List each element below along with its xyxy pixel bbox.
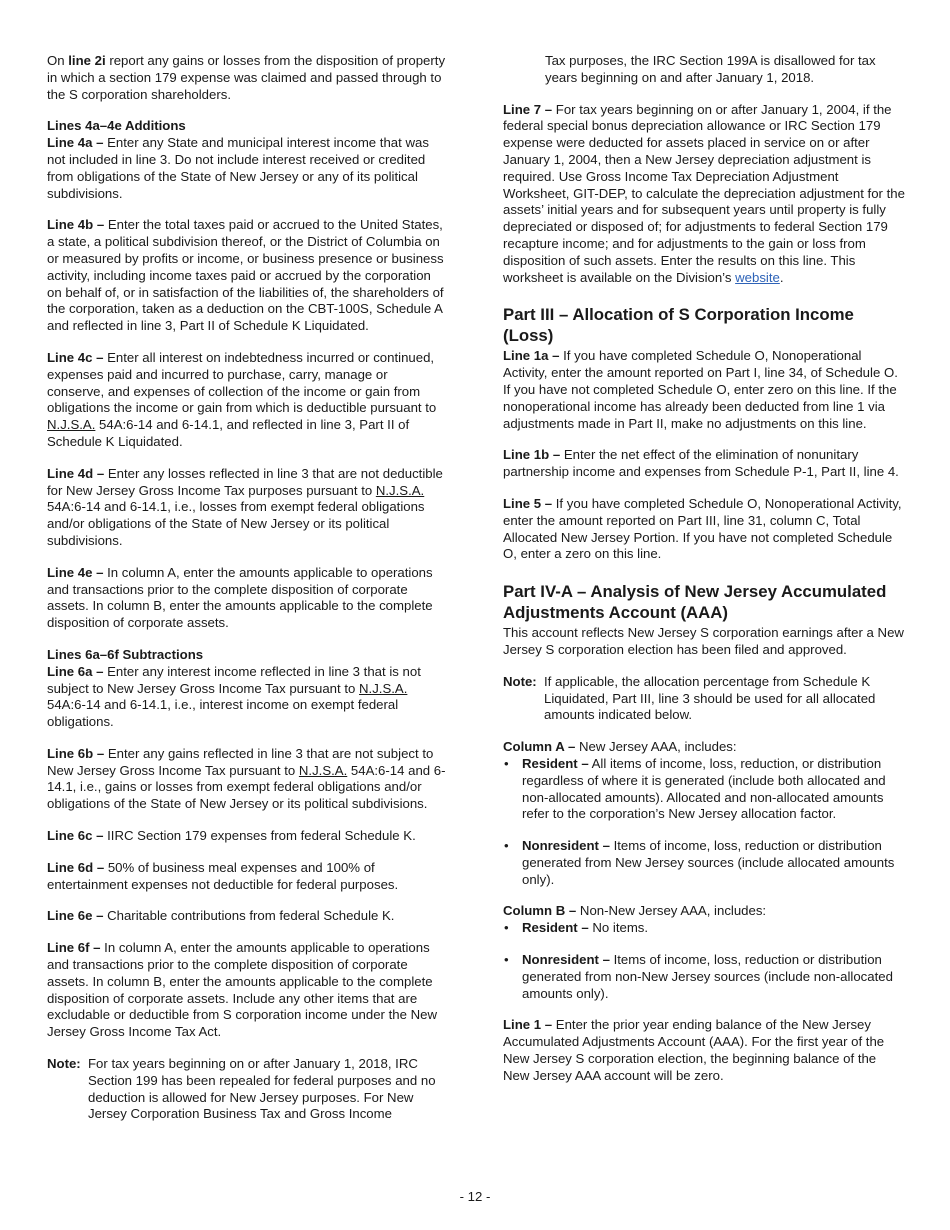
part-iii-heading: Part III – Allocation of S Corporation Income (Loss) [503, 305, 854, 345]
line-5-paragraph: Line 5 – If you have completed Schedule O, Nonoperational Activity, enter the amount reported on Part III, line 31, column C, Total Allocated New Jersey Portion. If you have not completed Schedule O, enter a zero on this line. [503, 495, 902, 562]
column-a-heading: Column A – New Jersey AAA, includes: [503, 739, 737, 755]
part-iv-a-heading: Part IV-A – Analysis of New Jersey Accumulated Adjustments Account (AAA) [503, 582, 887, 622]
note-continuation: Tax purposes, the IRC Section 199A is disallowed for tax years beginning on and after January 1, 2018. [545, 53, 876, 85]
line-6d-paragraph: Line 6d – 50% of business meal expenses and 100% of entertainment expenses not deductible for federal purposes. [47, 859, 399, 892]
line-6c-paragraph: Line 6c – IIRC Section 179 expenses from federal Schedule K. [47, 828, 416, 844]
section-199-note [47, 1056, 447, 1123]
list-item: • Nonresident – Items of income, loss, reduction or distribution generated from non-New Jersey sources (include non-allocated amounts only). [503, 952, 905, 1002]
line-6f-paragraph: Line 6f – In column A, enter the amounts applicable to operations and transactions prior to the complete disposition of corporate assets. In column B, enter the amounts applicable to the complete disposition of corporate assets. Include any other items that are excludable or deductible from S corporation income under the New Jersey Gross Income Tax Act. [47, 940, 437, 1040]
line-4a-paragraph: Line 4a – Enter any State and municipal interest income that was not included in line 3. Do not include interest received or credited from obligations of the State of New Jersey or any of its political subdivisions. [47, 135, 429, 201]
subtractions-heading: Lines 6a–6f Subtractions [47, 646, 204, 662]
column-a-list [503, 756, 905, 889]
note-text: For tax years beginning on or after January 1, 2018, IRC Section 199 has been repealed for federal purposes and no deduction is allowed for New Jersey purposes. For New Jersey Corporation Business Tax and Gross Income [88, 1056, 436, 1122]
list-item: • Resident – All items of income, loss, reduction, or distribution regardless of where it is generated (include both allocated and non-allocated amounts). Allocated and non-allocated amounts refer to the corporation’s New Jersey allocation factor. [503, 756, 905, 823]
line-2i-paragraph: On line 2i report any gains or losses from the disposition of property in which a section 179 expense was claimed and passed through to the S corporation shareholders. [47, 53, 446, 102]
line-1a-paragraph: Line 1a – If you have completed Schedule O, Nonoperational Activity, enter the amount reported on Part I, line 34, of Schedule O. If you have not completed Schedule O, enter zero on this line. If the nonoperational income has already been deducted from line 1 via adjustments made in Part II, make no adjustments on this line. [503, 348, 898, 431]
allocation-note [503, 674, 905, 724]
note-label: Note: [503, 673, 537, 689]
website-link[interactable]: website [735, 269, 780, 285]
line-1b-paragraph: Line 1b – Enter the net effect of the elimination of nonunitary partnership income and expenses from Schedule P-1, Part II, line 4. [503, 447, 899, 480]
left-column [47, 53, 447, 1138]
line-6b-paragraph: Line 6b – Enter any gains reflected in line 3 that are not subject to New Jersey Gross Income Tax pursuant to N.J.S.A. 54A:6-14 and 6-14.1, i.e., gains or losses from exempt federal obligations and/or obligations of the State of New Jersey or its political subdivisions. [47, 745, 446, 812]
line-4b-paragraph: Line 4b – Enter the total taxes paid or accrued to the United States, a state, a political subdivision thereof, or the District of Columbia on or measured by profits or income, or business presence or business activity, including income taxes paid or accrued by the corporation on behalf of, or in satisfaction of the liabilities of, the shareholders of the corporation, taken as a deduction on the CBT-100S, Schedule A and reflected in line 3, Part II of Schedule K Liquidated. [47, 217, 444, 334]
column-b-heading: Column B – Non-New Jersey AAA, includes: [503, 903, 767, 919]
aaa-intro-paragraph: This account reflects New Jersey S corporation earnings after a New Jersey S corporation election has been filed and approved. [503, 625, 904, 657]
line-7-paragraph: Line 7 – For tax years beginning on or after January 1, 2004, if the federal special bonus depreciation allowance or IRC Section 179 expense were deducted for assets placed in service on or after January 1, 2004, then a New Jersey depreciation adjustment is required. Use Gross Income Tax Depreciation Adjustment Worksheet, GIT-DEP, to calculate the depreciation adjustment for the assets’ initial years and for subsequent years until property is fully depreciated or disposed of; for adjustments to federal Section 179 recapture income; and for adjustments to the gain or loss from disposition of such assets. Enter the results on this line. This worksheet is available on the Division’s website. [503, 101, 905, 285]
line-6e-paragraph: Line 6e – Charitable contributions from federal Schedule K. [47, 908, 395, 924]
additions-heading: Lines 4a–4e Additions [47, 118, 186, 134]
column-b-list [503, 920, 905, 1002]
page-number: - 12 - [459, 1189, 491, 1204]
note-label: Note: [47, 1056, 81, 1072]
note-text: If applicable, the allocation percentage from Schedule K Liquidated, Part III, line 3 should be used for all allocated amounts indicated below. [544, 673, 876, 723]
list-item: • Resident – No items. [503, 920, 905, 937]
list-item: • Nonresident – Items of income, loss, reduction or distribution generated from New Jersey sources (include allocated amounts only). [503, 838, 905, 888]
right-column [503, 53, 905, 1100]
line-4e-paragraph: Line 4e – In column A, enter the amounts applicable to operations and transactions prior to the complete disposition of corporate assets. In column B, enter the amounts applicable to the complete disposition of corporate assets. [47, 564, 433, 631]
line-4c-paragraph: Line 4c – Enter all interest on indebtedness incurred or continued, expenses paid and incurred to purchase, carry, manage or conserve, and expenses of collection of the income or gain from obligations the income or gain from which is deductible pursuant to N.J.S.A. 54A:6-14 and 6-14.1, and reflected in line 3, Part II of Schedule K Liquidated. [47, 349, 437, 449]
line-6a-paragraph: Line 6a – Enter any interest income reflected in line 3 that is not subject to New Jersey Gross Income Tax pursuant to N.J.S.A. 54A:6-14 and 6-14.1, i.e., interest income on exempt federal obligations. [47, 663, 421, 730]
line-1-paragraph: Line 1 – Enter the prior year ending balance of the New Jersey Accumulated Adjustments Account (AAA). For the first year of the New Jersey S corporation election, the beginning balance of the New Jersey AAA account will be zero. [503, 1017, 885, 1083]
line-4d-paragraph: Line 4d – Enter any losses reflected in line 3 that are not deductible for New Jersey Gross Income Tax purposes pursuant to N.J.S.A. 54A:6-14 and 6-14.1, i.e., losses from exempt federal obligations and/or obligations of the State of New Jersey or its political subdivisions. [47, 465, 443, 548]
